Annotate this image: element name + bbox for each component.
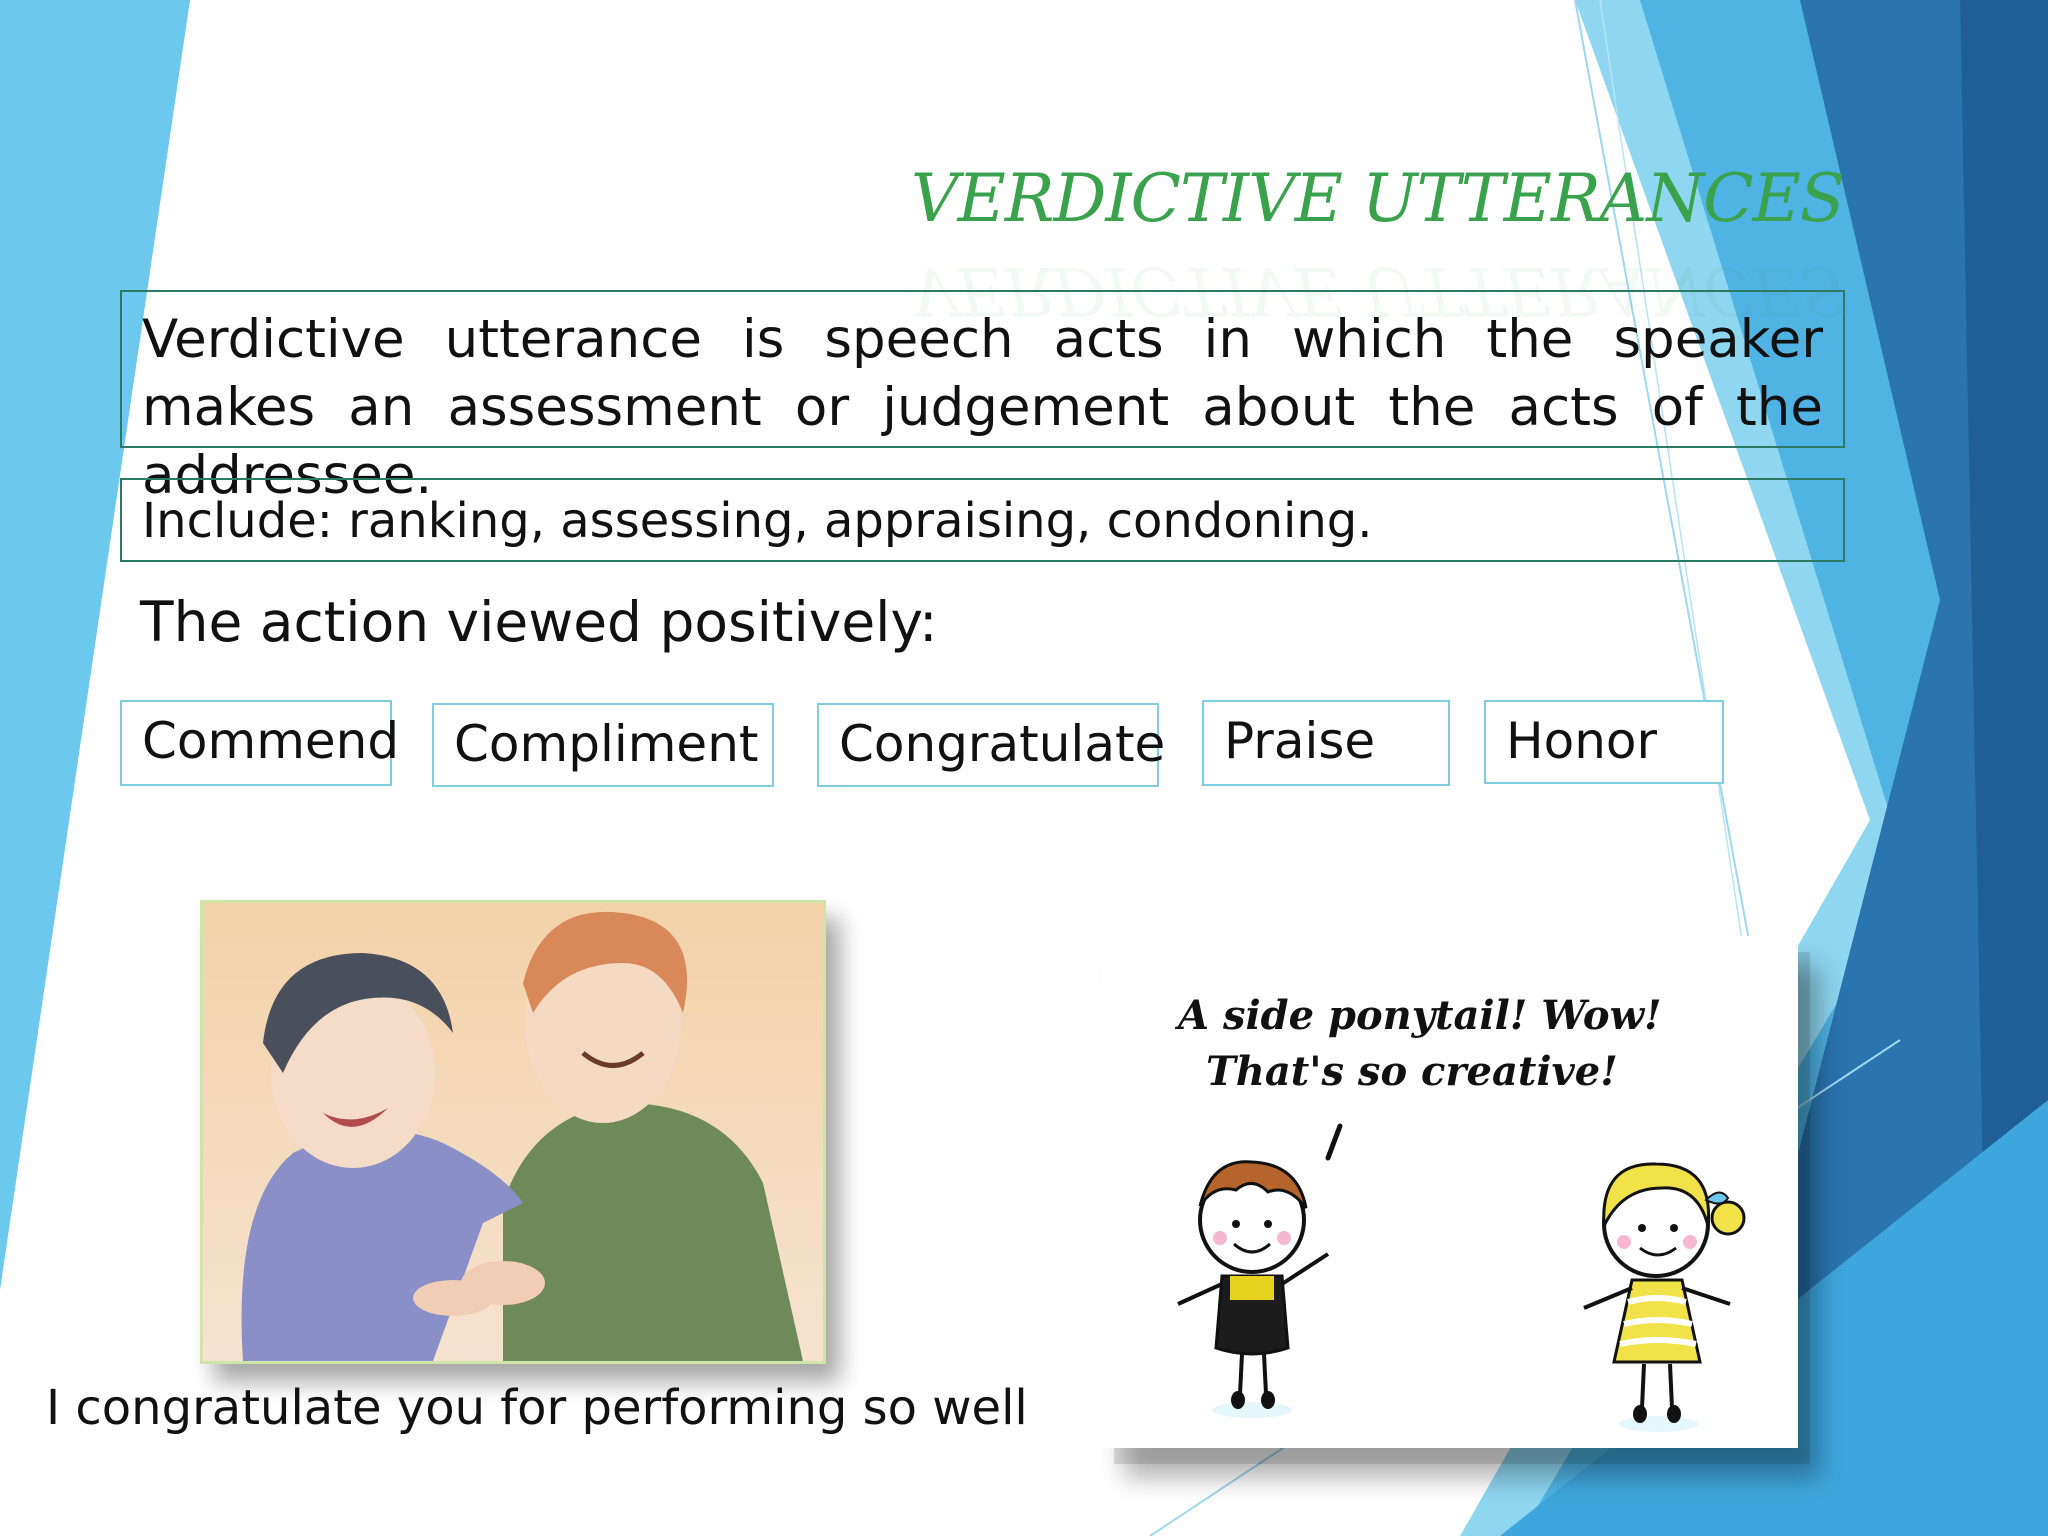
photo-caption: I congratulate you for performing so well (46, 1380, 1028, 1436)
speech-line-2: That's so creative! (1206, 1048, 1618, 1095)
boy-figure (1178, 1162, 1328, 1418)
girl-figure (1584, 1164, 1744, 1432)
chip-label: Congratulate (839, 715, 1166, 773)
chip-label: Praise (1224, 712, 1376, 770)
definition-text: Verdictive utterance is speech acts in which the speaker makes an assessment or judgement about the acts of the addressee. (142, 309, 1823, 506)
definition-box (120, 290, 1845, 506)
handshake-illustration (200, 900, 826, 1364)
slide-title: VERDICTIVE UTTERANCES (910, 160, 1844, 237)
chip-commend (120, 700, 400, 786)
chip-compliment (432, 703, 774, 787)
cartoon-figures (1102, 936, 1798, 1448)
chip-label: Commend (142, 712, 400, 770)
chip-praise (1202, 700, 1450, 786)
handshake-drawing (203, 903, 823, 1361)
speech-line-1: A side ponytail! Wow! (1178, 992, 1662, 1039)
compliment-cartoon (1102, 936, 1798, 1448)
positive-label: The action viewed positively: (140, 590, 938, 654)
chip-honor (1484, 700, 1724, 784)
chip-congratulate (817, 703, 1166, 787)
title-reflection: VERDICTIVE UTTERANCES (910, 252, 1844, 329)
include-box (120, 478, 1845, 562)
chip-label: Compliment (454, 715, 759, 773)
include-text: Include: ranking, assessing, appraising, condoning. (142, 493, 1373, 549)
chip-label: Honor (1506, 712, 1658, 770)
